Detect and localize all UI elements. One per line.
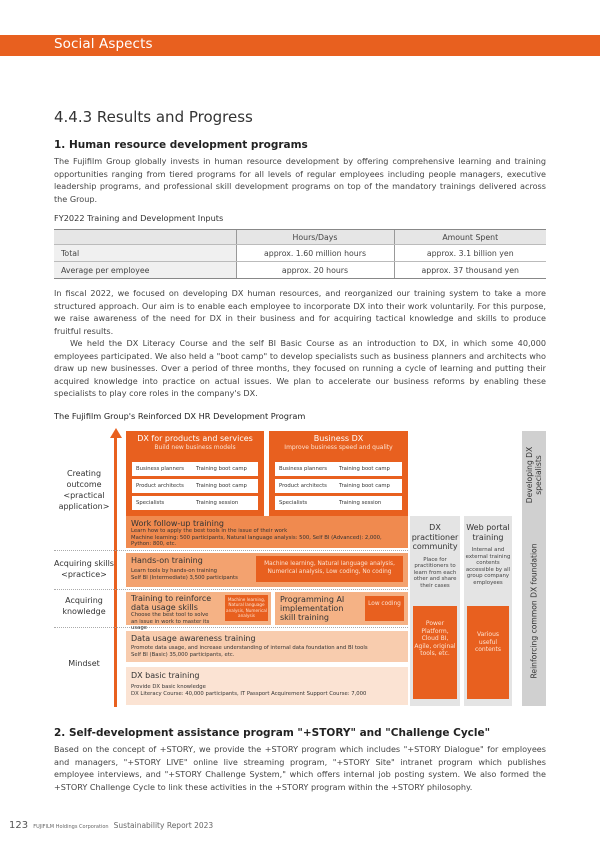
box-line: Promote data usage, and increase understanding of internal data foundation and BI tools — [131, 645, 368, 651]
box-subtitle: Improve business speed and quality — [284, 444, 393, 451]
box-line: Provide DX basic knowledge — [131, 684, 206, 690]
training: Training session — [196, 500, 239, 506]
row-label-skills: Acquiring skills <practice> — [54, 559, 114, 579]
role: Business planners — [136, 466, 185, 472]
role: Specialists — [279, 500, 308, 506]
paragraph: Based on the concept of +STORY, we provide the +STORY program which includes "+STORY Dialogue" for employees and managers, "+STORY LIVE" online live streaming program, "+STORY Site" intranet program which publishes employee interviews, and "+STORY Challenge System," which offers internal job posting system. We also formed the +STORY Challenge Cycle to link these activities in the +STORY program within the +STORY philosophy. — [54, 744, 546, 792]
role-row — [132, 479, 258, 493]
dx-paragraphs — [54, 287, 546, 400]
table-cell: Average per employee — [54, 262, 236, 279]
progress-arrow-shaft — [114, 437, 117, 707]
box-title: Programming AI implementation skill training — [280, 595, 345, 622]
training: Training boot camp — [196, 466, 247, 472]
subsection-2-title: 2. Self-development assistance program "+STORY" and "Challenge Cycle" — [54, 727, 491, 739]
box-line: Machine learning: 500 participants, Natural language analysis: 500, Self BI (Advanced): 2,000, Python: 800, etc. — [131, 534, 382, 548]
programming-box — [275, 592, 408, 625]
row-label-mindset: Mindset — [68, 659, 100, 668]
programming-tag: Low coding — [365, 596, 404, 621]
side-label-foundation — [522, 516, 546, 706]
side-label-text: Reinforcing common DX foundation — [529, 543, 539, 679]
paragraph: The Fujifilm Group globally invests in human resource development by offering comprehensive learning and training opportunities ranging from tiered programs for all levels of regular employees including people managers, executive leadership programs, and professional skill development programs on top of the mandatory trainings delivered across the Group. — [54, 156, 546, 204]
footer-corporation: FUJIFILM Holdings Corporation — [33, 824, 109, 830]
training-inputs-table — [54, 229, 546, 279]
role: Business planners — [279, 466, 328, 472]
box-line: Self BI (Intermediate) 3,500 participants — [131, 574, 238, 581]
paragraph: We held the DX Literacy Course and the self BI Basic Course as an introduction to DX, in which some 40,000 employees participated. We also held a "boot camp" to develop specialists such as business planners and architects who draw up new businesses. Over a period of three months, they focused on running a cycle of learning and putting their acquired knowledge into practice on actual issues. We plan to accelerate our business reforms by enabling these specialists to play core roles in the company's DX. — [54, 338, 546, 398]
side-label-specialists — [522, 431, 546, 518]
role-row — [132, 462, 258, 476]
training: Training boot camp — [196, 483, 247, 489]
row-label-knowledge: Acquiring knowledge — [62, 596, 106, 616]
box-title: DX basic training — [131, 671, 200, 680]
box-line: Learn how to apply the best tools in the issue of their work — [131, 528, 288, 534]
web-portal-tag: Various useful contents — [467, 606, 509, 699]
training: Training boot camp — [339, 466, 390, 472]
role: Product architects — [136, 483, 184, 489]
reinforce-box — [126, 592, 271, 632]
training: Training boot camp — [339, 483, 390, 489]
paragraph: In fiscal 2022, we focused on developing DX human resources, and reorganized our training system to take a more structured approach. Our aim is to enable each employee to incorporate DX into their work voluntarily. For this purpose, we raise awareness of the need for DX in their business and for acquiring tactical knowledge and skills to produce fruitful results. — [54, 288, 546, 336]
box-line: Self BI (Basic) 35,000 participants, etc. — [131, 651, 235, 658]
awareness-box — [126, 631, 408, 662]
dx-products-box — [126, 431, 264, 518]
reinforce-tag: Machine learning, Natural language analysis, Numerical analysis — [225, 595, 268, 621]
box-subtitle: Build new business models — [154, 444, 236, 451]
role: Specialists — [136, 500, 165, 506]
divider — [54, 550, 408, 551]
community-column — [410, 516, 460, 706]
column-title: DX practitioner community — [411, 523, 459, 551]
community-tag: Power Platform, Cloud BI, Agile, original tools, etc. — [413, 606, 457, 699]
table-cell: approx. 20 hours — [236, 262, 394, 279]
page-number: 123 — [9, 820, 29, 831]
side-label-text: Developing DX specialists — [525, 446, 543, 503]
hands-on-box — [126, 553, 408, 587]
divider — [54, 627, 408, 628]
table-cell: approx. 1.60 million hours — [236, 245, 394, 262]
subsection-1-body — [54, 155, 546, 205]
page-footer — [9, 813, 213, 832]
table-cell: Total — [54, 245, 236, 262]
box-title: DX for products and services — [137, 434, 253, 443]
training: Training session — [339, 500, 382, 506]
table-header-cell — [54, 230, 236, 245]
box-title: Business DX — [313, 434, 364, 443]
role-row — [275, 479, 402, 493]
box-title: Hands-on training — [131, 556, 203, 565]
table-row — [54, 245, 546, 262]
business-dx-box — [269, 431, 408, 518]
role-row — [275, 462, 402, 476]
box-title: Work follow-up training — [131, 519, 224, 528]
work-followup-box — [126, 516, 408, 548]
subsection-2-body — [54, 743, 546, 793]
web-portal-column — [464, 516, 512, 706]
box-line: DX Literacy Course: 40,000 participants, IT Passport Acquirement Support Course: 7,000 — [131, 690, 367, 697]
role-row — [132, 496, 258, 510]
table-row — [54, 262, 546, 279]
column-title: Web portal training — [466, 523, 510, 542]
row-label-creating: Creating outcome <practical application> — [58, 469, 110, 511]
subsection-1-title: 1. Human resource development programs — [54, 139, 308, 151]
box-title: Data usage awareness training — [131, 634, 256, 643]
footer-report-name: Sustainability Report 2023 — [113, 821, 214, 830]
table-title: FY2022 Training and Development Inputs — [54, 213, 224, 223]
table-header-cell: Amount Spent — [394, 230, 546, 245]
table-header-row — [54, 230, 546, 245]
section-header-title: Social Aspects — [54, 36, 153, 52]
page-title: 4.4.3 Results and Progress — [54, 108, 253, 126]
table-cell: approx. 37 thousand yen — [394, 262, 546, 279]
dx-basic-box — [126, 667, 408, 705]
box-line: Learn tools by hands-on training — [131, 568, 218, 574]
role-row — [275, 496, 402, 510]
box-title: Training to reinforce data usage skills — [131, 594, 212, 612]
table-header-cell: Hours/Days — [236, 230, 394, 245]
box-line: Choose the best tool to solve an issue in work to master its usage — [131, 612, 210, 632]
column-desc: Place for practitioners to learn from each other and share their cases — [413, 556, 457, 589]
section-header-band — [0, 35, 600, 56]
divider — [54, 589, 408, 590]
column-desc: Internal and external training contents accessible by all group company employees — [465, 547, 511, 586]
table-cell: approx. 3.1 billion yen — [394, 245, 546, 262]
hands-on-tag: Machine learning, Natural language analysis, Numerical analysis, Low coding, No coding — [256, 556, 403, 582]
role: Product architects — [279, 483, 327, 489]
diagram-title: The Fujifilm Group's Reinforced DX HR Development Program — [54, 411, 306, 421]
